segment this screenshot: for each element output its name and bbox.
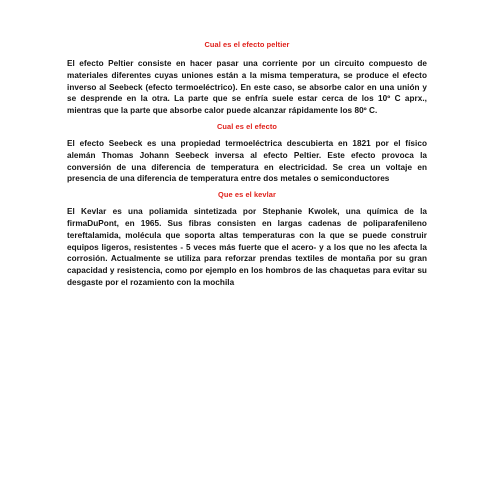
paragraph-kevlar: El Kevlar es una poliamida sintetizada por Stephanie Kwolek, una química de la firmaDuPont, en 1965. Sus fibras consisten en largas cadenas de poliparafenileno tereftalamida, molécula que soporta altas temperaturas con la que se puede construir equipos ligeros, resistentes - 5 veces más fuerte que el acero- y a los que no les afecta la corrosión. Actualmente se utiliza para reforzar prendas textiles de montaña por su gran capacidad y resistencia, como por ejemplo en los hombros de las chaquetas para evitar su desgaste por el rozamiento con la mochila — [67, 207, 427, 287]
paragraph-peltier: El efecto Peltier consiste en hacer pasar una corriente por un circuito compuesto de materiales diferentes cuyas uniones están a la misma temperatura, se produce el efecto inverso al Seebeck (efecto termoeléctrico). En este caso, se absorbe calor en una unión y se desprende en la otra. La parte que se enfría suele estar cerca de los 10º C aprx., mientras que la parte que absorbe calor puede alcanzar rápidamente los 80º C. — [67, 59, 427, 116]
document-content — [67, 40, 427, 289]
section-title-kevlar: Que es el kevlar — [218, 190, 276, 200]
section-title-peltier: Cual es el efecto peltier — [204, 40, 290, 49]
paragraph-seebeck: El efecto Seebeck es una propiedad termoeléctrica descubierta en 1821 por el físico alemán Thomas Johann Seebeck inversa al efecto Peltier. Este efecto provoca la conversión de una diferencia de temperatura en electricidad. Se crea un voltaje en presencia de una diferencia de temperatura entre dos metales o semiconductores — [67, 138, 427, 184]
section-title-seebeck: Cual es el efecto — [216, 121, 278, 131]
